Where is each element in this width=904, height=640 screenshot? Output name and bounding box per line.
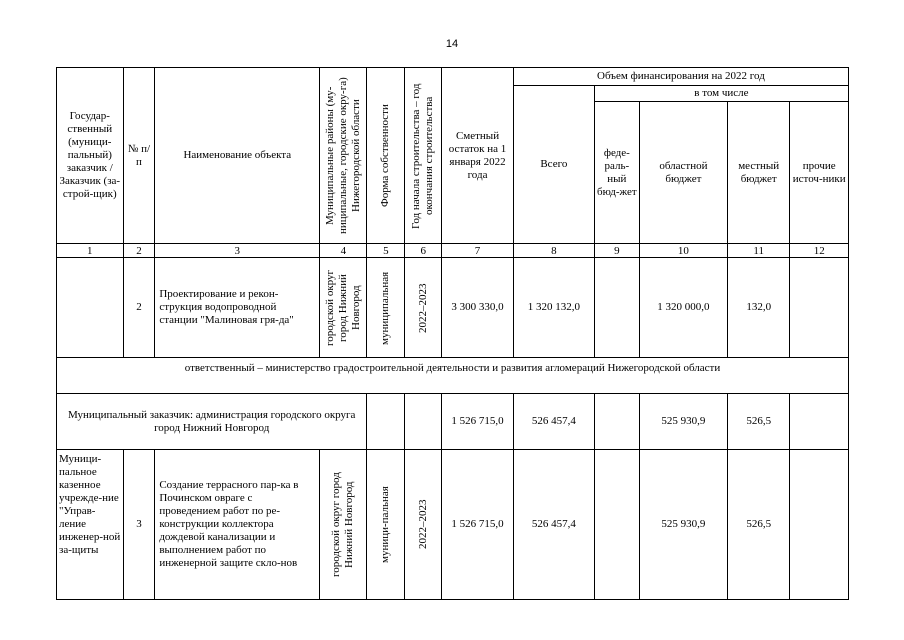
row2-ownership: муници-пальная	[367, 450, 405, 600]
col-number: 6	[405, 244, 442, 258]
col-number: 10	[639, 244, 727, 258]
row2-total: 526 457,4	[513, 450, 594, 600]
col-number: 4	[320, 244, 367, 258]
row2-regional: 525 930,9	[639, 450, 727, 600]
col-number: 12	[790, 244, 849, 258]
col-number: 7	[442, 244, 514, 258]
col-number: 11	[727, 244, 789, 258]
row1-regional: 1 320 000,0	[639, 258, 727, 358]
header-regional: областной бюджет	[639, 102, 727, 244]
table-row	[57, 450, 849, 600]
col-number: 5	[367, 244, 405, 258]
row2-federal	[594, 450, 639, 600]
row2-balance: 1 526 715,0	[442, 450, 514, 600]
row1-federal	[594, 258, 639, 358]
financing-table	[56, 67, 849, 600]
customer-total: 526 457,4	[513, 394, 594, 450]
row2-municipality: городской округ город Нижний Новгород	[320, 450, 367, 600]
row1-local: 132,0	[727, 258, 789, 358]
customer-regional: 525 930,9	[639, 394, 727, 450]
header-ownership: Форма собственности	[367, 68, 405, 244]
row1-ownership: муниципальная	[367, 258, 405, 358]
header-customer: Государ-ственный (муници-пальный) заказчик / Заказчик (за-строй-щик)	[57, 68, 124, 244]
page-number: 14	[445, 38, 459, 50]
customer-balance: 1 526 715,0	[442, 394, 514, 450]
header-financing-group: Объем финансирования на 2022 год	[513, 68, 848, 86]
row2-years: 2022–2023	[405, 450, 442, 600]
header-other: прочие источ-ники	[790, 102, 849, 244]
col-number: 3	[155, 244, 320, 258]
header-total: Всего	[513, 86, 594, 244]
customer-empty-12	[790, 394, 849, 450]
row1-customer	[57, 258, 124, 358]
row1-balance: 3 300 330,0	[442, 258, 514, 358]
header-balance: Сметный остаток на 1 января 2022 года	[442, 68, 514, 244]
header-number: № п/п	[123, 68, 155, 244]
col-number: 9	[594, 244, 639, 258]
header-years: Год начала строительства – год окончания строительства	[405, 68, 442, 244]
header-including: в том числе	[594, 86, 848, 102]
customer-empty-6	[405, 394, 442, 450]
customer-empty-9	[594, 394, 639, 450]
header-municipality: Муниципальные районы (му-ниципальные, городские окру-га) Нижегородской области	[320, 68, 367, 244]
customer-local: 526,5	[727, 394, 789, 450]
col-number: 1	[57, 244, 124, 258]
customer-label: Муниципальный заказчик: администрация городского округа город Нижний Новгород	[57, 394, 367, 450]
row2-customer: Муници-пальное казенное учрежде-ние "Управ-ление инженер-ной за-щиты	[57, 450, 124, 600]
row1-municipality: городской округ город Нижний Новгород	[320, 258, 367, 358]
customer-empty-5	[367, 394, 405, 450]
col-number: 2	[123, 244, 155, 258]
row2-object-name: Создание террасного пар-ка в Починском овраге с проведением работ по ре-конструкции коллектора дождевой канализации и выполнением работ по инженерной защите скло-нов	[155, 450, 320, 600]
col-number: 8	[513, 244, 594, 258]
table-row	[57, 258, 849, 358]
row2-local: 526,5	[727, 450, 789, 600]
customer-row	[57, 394, 849, 450]
row1-object-name: Проектирование и рекон-струкция водопроводной станции "Малиновая гря-да"	[155, 258, 320, 358]
row1-other	[790, 258, 849, 358]
responsible-row	[57, 358, 849, 394]
header-federal: феде-раль-ный бюд-жет	[594, 102, 639, 244]
row1-total: 1 320 132,0	[513, 258, 594, 358]
row1-number: 2	[123, 258, 155, 358]
row2-other	[790, 450, 849, 600]
header-local: местный бюджет	[727, 102, 789, 244]
row1-years: 2022–2023	[405, 258, 442, 358]
header-object-name: Наименование объекта	[155, 68, 320, 244]
responsible-text: ответственный – министерство градостроительной деятельности и развития агломераций Нижегородской области	[184, 362, 721, 374]
row2-number: 3	[123, 450, 155, 600]
